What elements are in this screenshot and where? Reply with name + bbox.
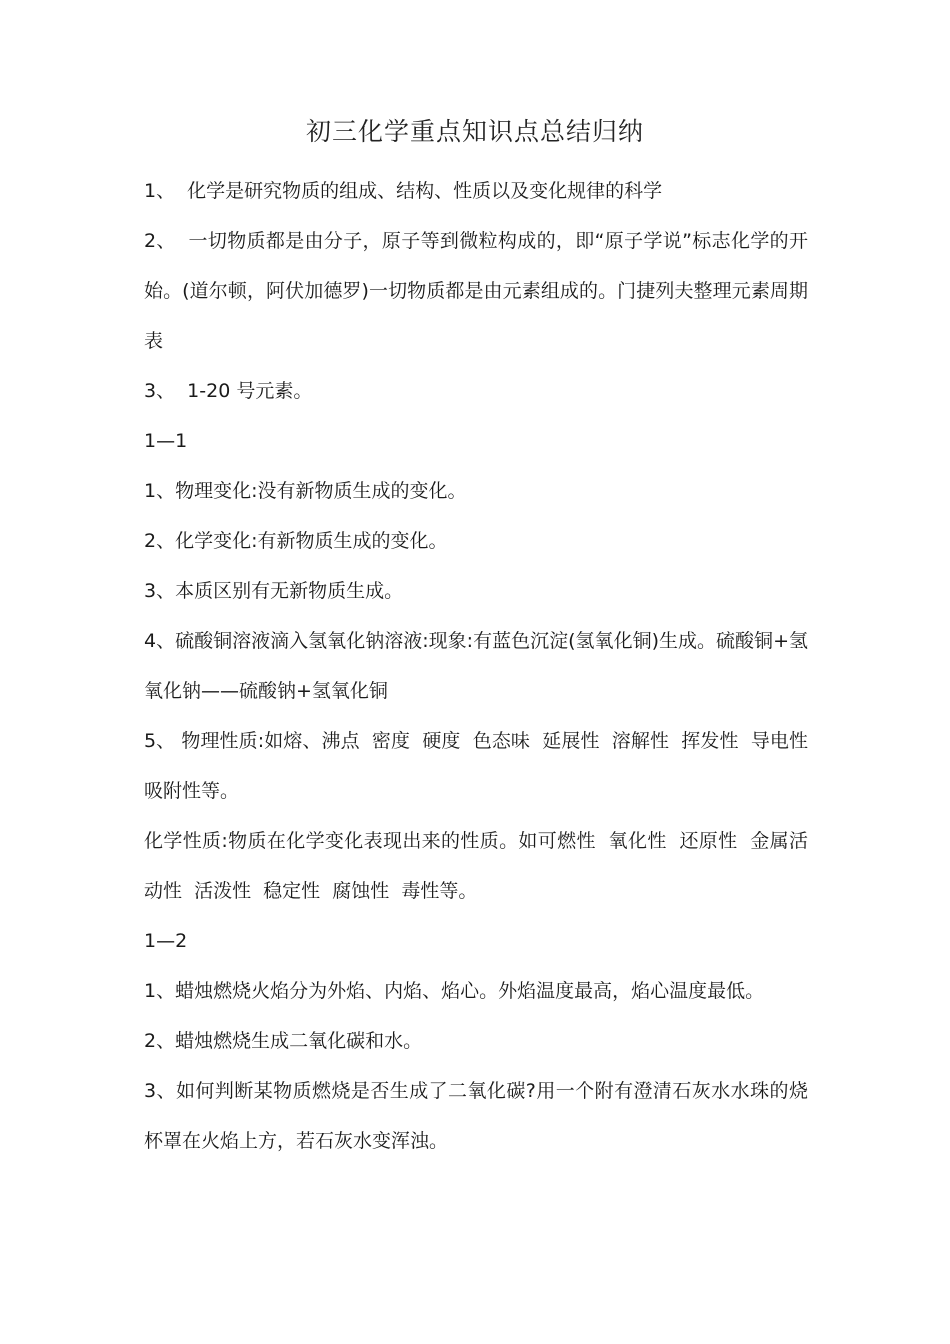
paragraph-physical-change: 1、物理变化:没有新物质生成的变化。 [144, 480, 467, 502]
paragraph-candle-products: 2、蜡烛燃烧生成二氧化碳和水。 [144, 1030, 423, 1052]
section-heading-1-2: 1—2 [144, 930, 188, 952]
paragraph-essential-difference: 3、本质区别有无新物质生成。 [144, 580, 404, 602]
paragraph-1: 1、 化学是研究物质的组成、结构、性质以及变化规律的科学 [144, 180, 663, 202]
paragraph-chemical-change: 2、化学变化:有新物质生成的变化。 [144, 530, 448, 552]
paragraph-candle-flame: 1、蜡烛燃烧火焰分为外焰、内焰、焰心。外焰温度最高，焰心温度最低。 [144, 980, 765, 1002]
paragraph-physical-properties: 5、 物理性质:如熔、沸点 密度 硬度 色态味 延展性 溶解性 挥发性 导电性 吸附性等。 [144, 730, 821, 802]
paragraph-copper-sulfate: 4、硫酸铜溶液滴入氢氧化钠溶液:现象:有蓝色沉淀(氢氧化铜)生成。硫酸铜+氢氧化钠——硫酸钠+氢氧化铜 [144, 630, 808, 702]
paragraph-co2-test: 3、如何判断某物质燃烧是否生成了二氧化碳?用一个附有澄清石灰水水珠的烧杯罩在火焰上方，若石灰水变浑浊。 [144, 1080, 808, 1152]
paragraph-3: 3、 1-20 号元素。 [144, 380, 313, 402]
document-title: 初三化学重点知识点总结归纳 [305, 117, 644, 146]
document-body [144, 166, 821, 1166]
paragraph-2: 2、 一切物质都是由分子，原子等到微粒构成的，即“原子学说”标志化学的开始。(道尔顿，阿伏加德罗)一切物质都是由元素组成的。门捷列夫整理元素周期表 [144, 230, 808, 352]
section-heading-1-1: 1—1 [144, 430, 188, 452]
paragraph-chemical-properties: 化学性质:物质在化学变化表现出来的性质。如可燃性 氧化性 还原性 金属活动性 活泼性 稳定性 腐蚀性 毒性等。 [144, 830, 808, 902]
